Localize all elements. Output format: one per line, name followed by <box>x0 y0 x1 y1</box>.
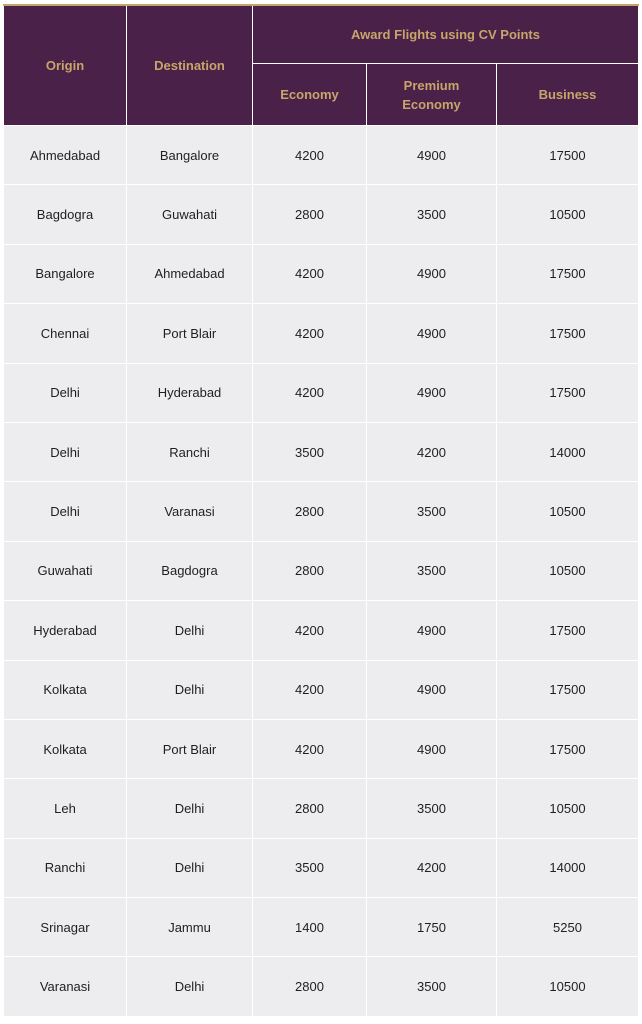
cell-destination: Ahmedabad <box>127 244 253 303</box>
cell-origin: Delhi <box>4 363 127 422</box>
cell-business: 17500 <box>497 244 639 303</box>
cell-premium-economy: 3500 <box>367 482 497 541</box>
cell-business: 14000 <box>497 838 639 897</box>
cell-destination: Port Blair <box>127 719 253 778</box>
table-row <box>4 719 639 778</box>
cell-business: 5250 <box>497 898 639 957</box>
cell-business: 17500 <box>497 719 639 778</box>
cell-business: 17500 <box>497 304 639 363</box>
cell-destination: Delhi <box>127 660 253 719</box>
cell-economy: 4200 <box>253 304 367 363</box>
cell-economy: 1400 <box>253 898 367 957</box>
cell-destination: Delhi <box>127 779 253 838</box>
table-row <box>4 541 639 600</box>
cell-premium-economy: 3500 <box>367 185 497 244</box>
cell-economy: 2800 <box>253 541 367 600</box>
table-row <box>4 601 639 660</box>
table-row <box>4 482 639 541</box>
cell-business: 17500 <box>497 363 639 422</box>
header-economy: Economy <box>253 64 367 126</box>
cell-economy: 4200 <box>253 244 367 303</box>
table-row <box>4 838 639 897</box>
cell-destination: Varanasi <box>127 482 253 541</box>
cell-premium-economy: 3500 <box>367 779 497 838</box>
cell-business: 10500 <box>497 541 639 600</box>
cell-origin: Delhi <box>4 482 127 541</box>
cell-business: 10500 <box>497 779 639 838</box>
cell-origin: Chennai <box>4 304 127 363</box>
cell-economy: 4200 <box>253 601 367 660</box>
cell-economy: 4200 <box>253 363 367 422</box>
cell-economy: 4200 <box>253 660 367 719</box>
cell-premium-economy: 1750 <box>367 898 497 957</box>
table-row <box>4 422 639 481</box>
cell-origin: Delhi <box>4 422 127 481</box>
table-row <box>4 957 639 1016</box>
cell-destination: Bangalore <box>127 126 253 185</box>
cell-business: 17500 <box>497 601 639 660</box>
cell-origin: Ranchi <box>4 838 127 897</box>
cell-origin: Kolkata <box>4 719 127 778</box>
table-row <box>4 898 639 957</box>
cell-economy: 2800 <box>253 779 367 838</box>
cell-economy: 4200 <box>253 126 367 185</box>
table-row <box>4 304 639 363</box>
cell-premium-economy: 3500 <box>367 541 497 600</box>
cell-destination: Guwahati <box>127 185 253 244</box>
cell-premium-economy: 4900 <box>367 660 497 719</box>
cell-economy: 2800 <box>253 185 367 244</box>
cell-origin: Bagdogra <box>4 185 127 244</box>
cell-economy: 2800 <box>253 482 367 541</box>
cell-destination: Port Blair <box>127 304 253 363</box>
cell-premium-economy: 4900 <box>367 244 497 303</box>
cell-destination: Delhi <box>127 957 253 1016</box>
cell-premium-economy: 4200 <box>367 838 497 897</box>
cell-premium-economy: 4900 <box>367 601 497 660</box>
cell-premium-economy: 4900 <box>367 126 497 185</box>
header-business: Business <box>497 64 639 126</box>
award-flights-table <box>3 4 639 1017</box>
cell-business: 10500 <box>497 482 639 541</box>
header-premium-economy: Premium Economy <box>367 64 497 126</box>
cell-destination: Jammu <box>127 898 253 957</box>
cell-origin: Leh <box>4 779 127 838</box>
header-origin: Origin <box>4 5 127 126</box>
cell-destination: Hyderabad <box>127 363 253 422</box>
cell-economy: 4200 <box>253 719 367 778</box>
cell-business: 14000 <box>497 422 639 481</box>
cell-destination: Delhi <box>127 601 253 660</box>
cell-origin: Bangalore <box>4 244 127 303</box>
table-row <box>4 779 639 838</box>
header-award-group: Award Flights using CV Points <box>253 5 639 64</box>
table-row <box>4 363 639 422</box>
table-row <box>4 660 639 719</box>
cell-business: 17500 <box>497 660 639 719</box>
cell-premium-economy: 4900 <box>367 304 497 363</box>
cell-premium-economy: 4900 <box>367 719 497 778</box>
table-row <box>4 126 639 185</box>
cell-origin: Ahmedabad <box>4 126 127 185</box>
table-row <box>4 185 639 244</box>
cell-business: 10500 <box>497 185 639 244</box>
cell-business: 17500 <box>497 126 639 185</box>
cell-business: 10500 <box>497 957 639 1016</box>
cell-premium-economy: 4900 <box>367 363 497 422</box>
cell-origin: Srinagar <box>4 898 127 957</box>
cell-origin: Varanasi <box>4 957 127 1016</box>
cell-economy: 2800 <box>253 957 367 1016</box>
table-body <box>4 126 639 1017</box>
cell-origin: Hyderabad <box>4 601 127 660</box>
table-row <box>4 244 639 303</box>
table-header <box>4 5 639 126</box>
cell-origin: Kolkata <box>4 660 127 719</box>
header-destination: Destination <box>127 5 253 126</box>
cell-destination: Bagdogra <box>127 541 253 600</box>
cell-premium-economy: 4200 <box>367 422 497 481</box>
cell-economy: 3500 <box>253 838 367 897</box>
cell-destination: Ranchi <box>127 422 253 481</box>
cell-economy: 3500 <box>253 422 367 481</box>
award-chart-container <box>3 4 638 1017</box>
cell-destination: Delhi <box>127 838 253 897</box>
cell-premium-economy: 3500 <box>367 957 497 1016</box>
cell-origin: Guwahati <box>4 541 127 600</box>
